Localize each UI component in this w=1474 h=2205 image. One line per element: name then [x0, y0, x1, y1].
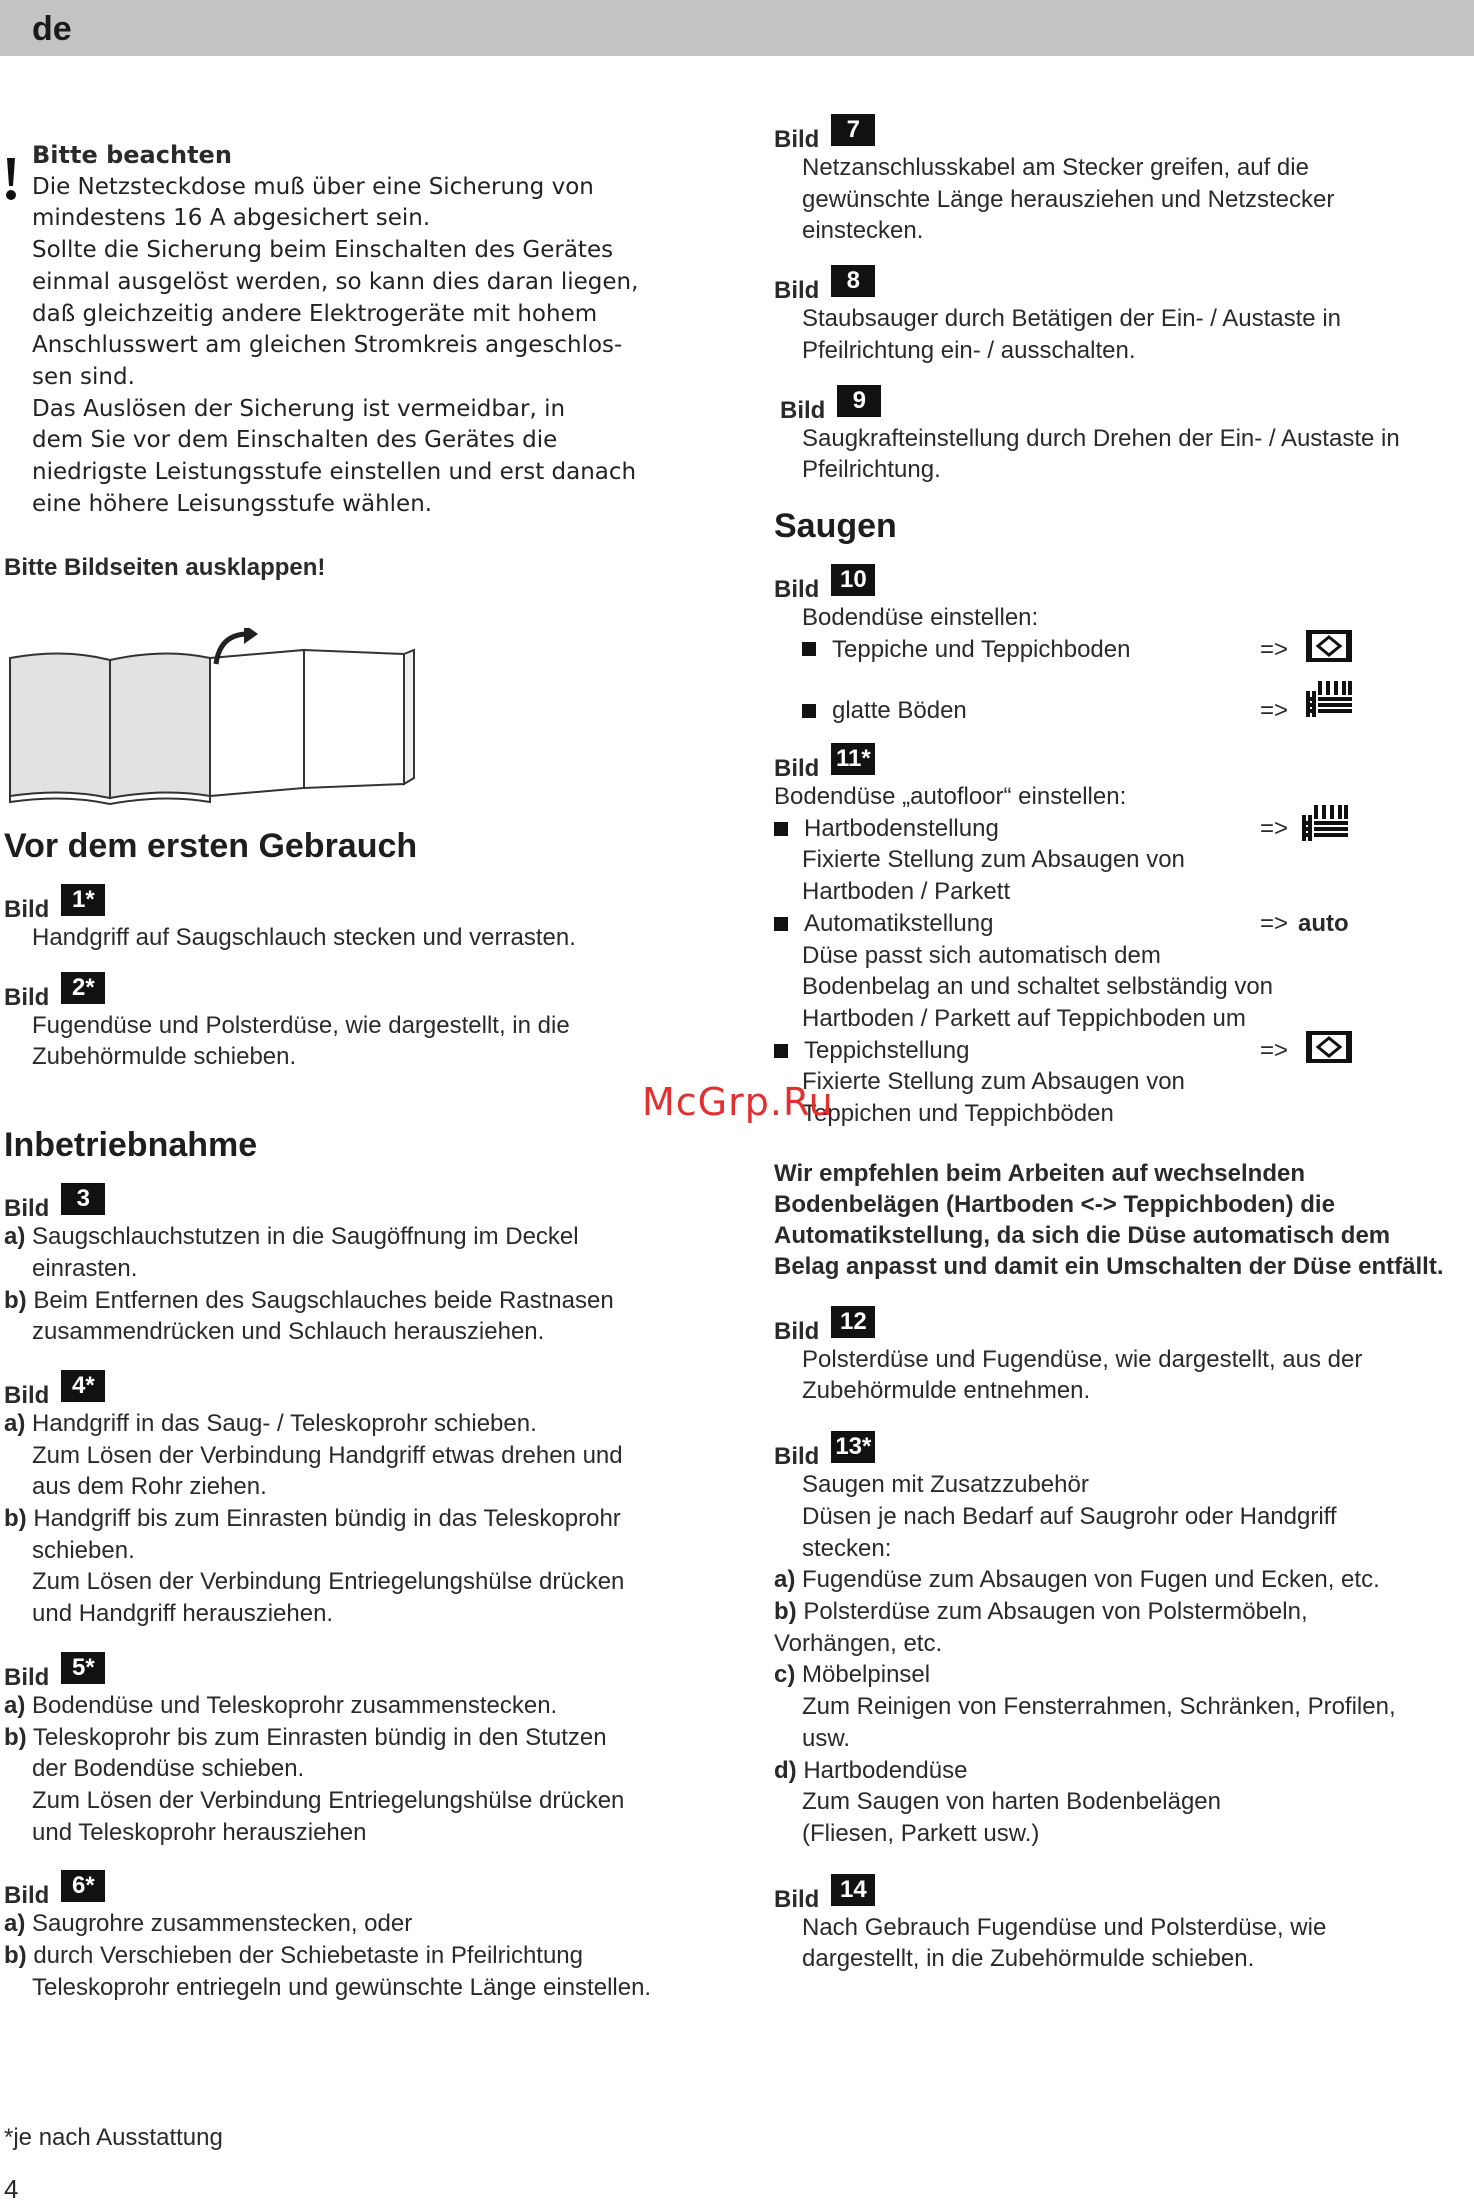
notice-line: Sollte die Sicherung beim Einschalten des Gerätes — [32, 237, 614, 264]
instruction-text: Bodendüse „autofloor“ einstellen: — [774, 783, 1127, 811]
bild-heading — [774, 1435, 1470, 1469]
bild-label: Bild — [4, 896, 50, 923]
instruction-text: dargestellt, in die Zubehörmulde schieben. — [802, 1945, 1255, 1973]
notice-title: Bitte beachten — [32, 141, 232, 169]
page-number: 4 — [4, 2174, 19, 2204]
instruction-text: Handgriff auf Saugschlauch stecken und verrasten. — [32, 924, 576, 951]
step-text: Zum Lösen der Verbindung Entriegelungshülse drücken — [32, 1786, 625, 1814]
bild-label: Bild — [4, 1381, 50, 1409]
header-bar — [0, 0, 1474, 56]
bild-number-badge: 3 — [61, 1183, 105, 1215]
step-text: schieben. — [32, 1536, 135, 1564]
step-text: einrasten. — [32, 1254, 138, 1282]
arrow-text: => — [1260, 814, 1289, 842]
step-text: Beim Entfernen des Saugschlauches beide Rastnasen — [33, 1286, 614, 1314]
bild-label: Bild — [4, 1882, 50, 1910]
step-text: usw. — [802, 1724, 851, 1752]
bild-label: Bild — [4, 1663, 50, 1691]
instruction-text: Netzanschlusskabel am Stecker greifen, auf die — [802, 154, 1309, 181]
step-d — [774, 1755, 1470, 1787]
bild-heading — [774, 1307, 1470, 1345]
step-text: und Handgriff herausziehen. — [32, 1600, 334, 1628]
bullet-icon — [774, 1044, 788, 1058]
step-text: Saugschlauchstutzen in die Saugöffnung im Deckel — [32, 1223, 579, 1251]
instruction-text: Nach Gebrauch Fugendüse und Polsterdüse, wie — [802, 1913, 1327, 1941]
bild-heading — [774, 1875, 1470, 1913]
instruction-text: Zubehörmulde entnehmen. — [802, 1377, 1091, 1405]
bild-number-badge: 9 — [837, 385, 881, 417]
step-label: d) — [774, 1756, 797, 1784]
step-text: aus dem Rohr ziehen. — [32, 1473, 267, 1501]
notice-box — [4, 140, 694, 520]
step-label: a) — [4, 1409, 26, 1437]
exclamation-icon — [4, 156, 18, 202]
hard-floor-setting-icon — [1304, 679, 1354, 719]
recommendation-line: Automatikstellung, da sich die Düse automatisch dem — [774, 1221, 1391, 1249]
option-text: Teppichstellung — [804, 1036, 970, 1064]
right-column — [774, 118, 1470, 1975]
section-title-vacuuming: Saugen — [774, 506, 897, 545]
option-description: Düse passt sich automatisch dem — [802, 941, 1161, 969]
step-text: der Bodendüse schieben. — [32, 1755, 305, 1783]
instruction-text: Pfeilrichtung ein- / ausschalten. — [802, 336, 1136, 364]
bild-heading — [4, 1371, 694, 1409]
bild-heading — [774, 118, 1470, 152]
step-text: Hartbodendüse — [803, 1756, 968, 1784]
step-a — [774, 1564, 1470, 1596]
bild-heading — [774, 269, 1470, 303]
step-text: Fugendüse zum Absaugen von Fugen und Ecken, etc. — [802, 1566, 1380, 1594]
step-text: Zum Saugen von harten Bodenbelägen — [802, 1788, 1221, 1816]
bild-number-badge: 13* — [831, 1431, 875, 1463]
floor-option-hard — [774, 695, 1470, 727]
bild-number-badge: 14 — [831, 1874, 875, 1906]
recommendation-line: Belag anpasst und damit ein Umschalten der Düse entfällt. — [774, 1252, 1444, 1280]
option-description: Hartboden / Parkett — [802, 878, 1011, 906]
notice-line: daß gleichzeitig andere Elektrogeräte mit hohem — [32, 300, 598, 327]
left-column — [4, 140, 694, 583]
recommendation-block — [774, 1158, 1470, 1282]
bild-label: Bild — [780, 396, 826, 424]
auto-value: auto — [1298, 909, 1349, 937]
bild-label: Bild — [4, 983, 50, 1011]
step-b — [4, 1503, 694, 1535]
bild-heading — [774, 386, 1470, 424]
bild-number-badge: 2* — [61, 972, 105, 1004]
step-text: zusammendrücken und Schlauch herausziehen. — [32, 1318, 545, 1346]
option-text: Automatikstellung — [804, 909, 994, 937]
step-text: Handgriff in das Saug- / Teleskoprohr schieben. — [32, 1409, 537, 1437]
bild-number-badge: 10 — [831, 564, 875, 596]
option-description: Fixierte Stellung zum Absaugen von — [802, 1068, 1185, 1096]
language-label: de — [32, 10, 72, 48]
step-label: a) — [4, 1223, 26, 1251]
bild-heading — [4, 1653, 694, 1691]
step-c — [774, 1659, 1470, 1691]
step-b — [774, 1596, 1470, 1628]
foldout-book-illustration — [4, 628, 424, 808]
step-text: Polsterdüse zum Absaugen von Polstermöbeln, — [803, 1597, 1308, 1625]
option-text: Hartbodenstellung — [804, 814, 999, 842]
bild-number-badge: 7 — [831, 114, 875, 146]
instruction-text: Pfeilrichtung. — [802, 456, 941, 484]
step-label: a) — [774, 1566, 796, 1594]
arrow-text: => — [1260, 909, 1289, 937]
floor-option-carpet — [774, 634, 1470, 666]
instruction-text: Polsterdüse und Fugendüse, wie dargestellt, aus der — [802, 1345, 1363, 1373]
step-text: und Teleskoprohr herausziehen — [32, 1818, 367, 1846]
step-text: Teleskoprohr bis zum Einrasten bündig in den Stutzen — [32, 1723, 607, 1751]
arrow-text: => — [1260, 1036, 1289, 1064]
notice-line: einmal ausgelöst werden, so kann dies daran liegen, — [32, 268, 639, 295]
notice-line: Die Netzsteckdose muß über eine Sicherung von — [32, 173, 594, 200]
bild-label: Bild — [774, 1317, 820, 1345]
arrow-text: => — [1260, 697, 1289, 725]
notice-line: niedrigste Leistungsstufe einstellen und erst danach — [32, 459, 637, 486]
hard-floor-setting-icon — [1300, 803, 1350, 843]
option-text: glatte Böden — [832, 697, 967, 725]
option-description: Fixierte Stellung zum Absaugen von — [802, 846, 1185, 874]
autofloor-option-auto — [774, 908, 1470, 940]
bild-number-badge: 4* — [61, 1370, 105, 1402]
bild-heading — [4, 1874, 694, 1908]
step-label: a) — [4, 1691, 26, 1719]
carpet-setting-icon — [1304, 1029, 1354, 1065]
bullet-icon — [802, 704, 816, 718]
step-label: b) — [4, 1942, 27, 1970]
step-a — [4, 1221, 694, 1253]
bild-number-badge: 6* — [61, 1870, 105, 1902]
bild-label: Bild — [774, 755, 820, 783]
bild-heading — [4, 1187, 694, 1221]
instruction-text: Bodendüse einstellen: — [802, 603, 1039, 631]
step-a — [4, 1690, 694, 1722]
footnote: *je nach Ausstattung — [4, 2124, 223, 2151]
bild-label: Bild — [774, 126, 820, 153]
bullet-icon — [802, 642, 816, 656]
step-text: Saugrohre zusammenstecken, oder — [32, 1910, 413, 1938]
notice-line: sen sind. — [32, 363, 135, 390]
step-label: b) — [4, 1286, 27, 1314]
option-description: Hartboden / Parkett auf Teppichboden um — [802, 1004, 1246, 1032]
instruction-text: Zubehörmulde schieben. — [32, 1043, 297, 1071]
notice-line: Das Auslösen der Sicherung ist vermeidbar, in — [32, 395, 566, 422]
step-label: b) — [774, 1597, 797, 1625]
notice-line: dem Sie vor dem Einschalten des Gerätes die — [32, 427, 558, 454]
step-label: b) — [4, 1723, 27, 1751]
step-text: Handgriff bis zum Einrasten bündig in das Teleskoprohr — [33, 1505, 621, 1533]
step-text: durch Verschieben der Schiebetaste in Pfeilrichtung — [33, 1942, 583, 1970]
bild-heading — [774, 565, 1470, 603]
step-a — [4, 1908, 694, 1940]
bild-heading — [4, 973, 694, 1011]
step-text: Zum Lösen der Verbindung Handgriff etwas drehen und — [32, 1441, 623, 1469]
bild-label: Bild — [774, 277, 820, 305]
arrow-text: => — [1260, 635, 1289, 663]
instruction-text: Staubsauger durch Betätigen der Ein- / Austaste in — [802, 305, 1342, 333]
bild-label: Bild — [774, 575, 820, 603]
bild-number-badge: 1* — [61, 884, 105, 916]
autofloor-option-carpet — [774, 1035, 1470, 1067]
fold-notice: Bitte Bildseiten ausklappen! — [4, 554, 326, 582]
step-b — [4, 1940, 694, 1972]
bild-label: Bild — [774, 1885, 820, 1913]
bild-label: Bild — [774, 1443, 820, 1471]
watermark: McGrp.Ru — [642, 1080, 834, 1124]
step-a — [4, 1408, 694, 1440]
bild-heading — [4, 888, 694, 922]
instruction-text: Fugendüse und Polsterdüse, wie dargestellt, in die — [32, 1011, 570, 1039]
option-description: Bodenbelag an und schaltet selbständig von — [802, 973, 1274, 1001]
carpet-setting-icon — [1304, 628, 1354, 664]
bild-number-badge: 12 — [831, 1306, 875, 1338]
instruction-text: Düsen je nach Bedarf auf Saugrohr oder Handgriff — [802, 1502, 1337, 1530]
instruction-text: Saugkrafteinstellung durch Drehen der Ein- / Austaste in — [802, 424, 1400, 452]
step-label: a) — [4, 1910, 26, 1938]
step-b — [4, 1285, 694, 1317]
option-description: Teppichen und Teppichböden — [802, 1100, 1114, 1128]
bild-heading — [774, 747, 1470, 781]
bild-number-badge: 11* — [831, 743, 875, 775]
instruction-text: Saugen mit Zusatzzubehör — [802, 1471, 1089, 1499]
step-text: Teleskoprohr entriegeln und gewünschte Länge einstellen. — [32, 1973, 652, 2001]
step-text: Bodendüse und Teleskoprohr zusammenstecken. — [32, 1691, 558, 1719]
step-b — [4, 1722, 694, 1754]
section-title-before-first-use: Vor dem ersten Gebrauch — [4, 827, 418, 865]
step-text: (Fliesen, Parkett usw.) — [802, 1819, 1040, 1847]
instruction-text: stecken: — [802, 1534, 892, 1562]
bild-label: Bild — [4, 1195, 50, 1223]
instruction-text: einstecken. — [802, 217, 924, 245]
step-text: Zum Reinigen von Fensterrahmen, Schränken, Profilen, — [802, 1693, 1396, 1721]
left-column-lower — [4, 826, 694, 2003]
step-text: Zum Lösen der Verbindung Entriegelungshülse drücken — [32, 1568, 625, 1596]
bild-number-badge: 8 — [831, 265, 875, 297]
step-label: b) — [4, 1505, 27, 1533]
step-label: c) — [774, 1661, 796, 1689]
recommendation-line: Wir empfehlen beim Arbeiten auf wechselnden — [774, 1159, 1305, 1187]
notice-line: Anschlusswert am gleichen Stromkreis angeschlos- — [32, 332, 623, 359]
instruction-text: gewünschte Länge herausziehen und Netzstecker — [802, 185, 1335, 213]
option-text: Teppiche und Teppichboden — [832, 635, 1131, 663]
bild-number-badge: 5* — [61, 1652, 105, 1684]
bullet-icon — [774, 822, 788, 836]
autofloor-option-hard — [774, 813, 1470, 845]
step-text: Möbelpinsel — [802, 1661, 931, 1689]
section-title-startup: Inbetriebnahme — [4, 1126, 258, 1165]
notice-line: mindestens 16 A abgesichert sein. — [32, 205, 431, 232]
bullet-icon — [774, 917, 788, 931]
notice-line: eine höhere Leisungsstufe wählen. — [32, 490, 433, 517]
recommendation-line: Bodenbelägen (Hartboden <-> Teppichboden) die — [774, 1190, 1335, 1218]
step-text: Vorhängen, etc. — [774, 1629, 943, 1657]
